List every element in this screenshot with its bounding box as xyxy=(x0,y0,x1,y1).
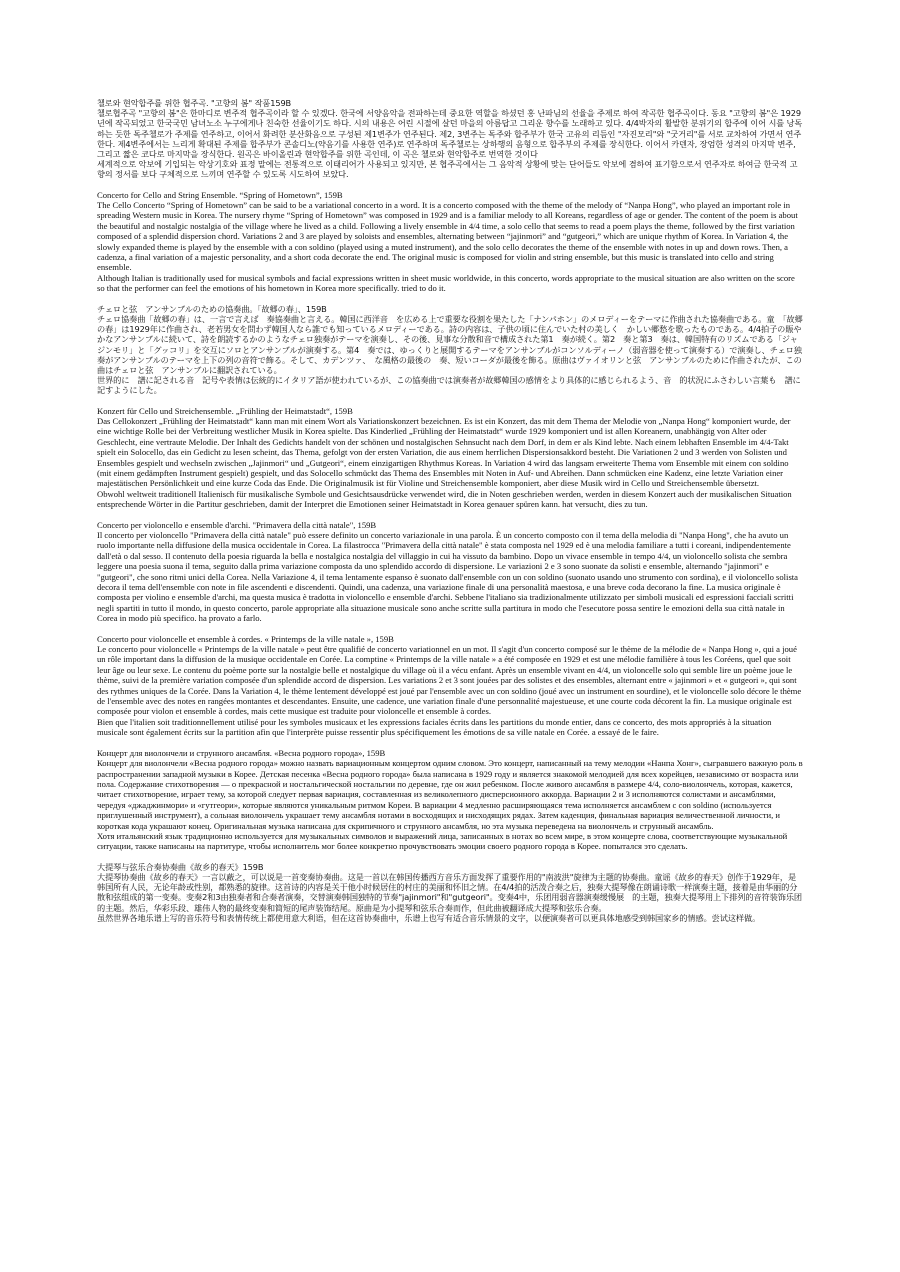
section-paragraph: チェロ協奏曲「故郷の春」は、一言で言えば 奏協奏曲と言える。韓国に西洋音 を広める上で重要な役割を果たした「ナンパホン」のメロディーをテーマに作曲された協奏曲である。童 「故郷の春」は1929年に作曲され、老若男女を問わず韓国人なら誰でも知っているメロディーである。詩の内容は、子供の頃に住んでいた村の美しく かしい郷愁を歌ったものである。4/4拍子の賑やかなアンサンブルに続いて、詩を朗読するかのようなチェロ独奏がテーマを演奏し、その後、見事な分散和音で構成された第1 奏が続く。第2 奏と第3 奏は、韓国特有のリズムである「ジャジンモリ」と「グッコリ」を交互にソロとアンサンブルが演奏する。第4 奏では、ゆっくりと展開するテーマをアンサンブルがコンソルディーノ（弱音器を使って演奏する）で演奏し、チェロ独奏がアンサンブルのテーマを上下の列の音符で飾る。そして、カデンツァ、 な風格の最後の 奏、短いコーダが最後を飾る。原曲はヴァイオリンと弦 アンサンブルのために作曲されたが、この曲はチェロと弦 アンサンブルに翻訳されている。 xyxy=(97,313,803,375)
section-paragraph: Хотя итальянский язык традиционно используется для музыкальных символов и выражений лица, записанных в нотах во всем мире, в этом концерте слова, соответствующие музыкальной ситуации, также написаны на партитуре, чтобы исполнитель мог более конкретно прочувствовать эмоции своего родного города в Корее. попытался это сделать. xyxy=(97,830,788,852)
section-korean xyxy=(97,98,804,180)
section-paragraph: Le concerto pour violoncelle « Printemps de la ville natale » peut être qualifié de concerto variationnel en un mot. Il s'agit d'un concerto composé sur le thème de la mélodie de « Nanpa Hong », qui a joué un rôle important dans la diffusion de la musique occidentale en Corée. La comptine « Printemps de la ville natale » a été composée en 1929 et est une mélodie familière à tous les Coréens, quel que soit leur âge ou leur sexe. Le contenu du poème porte sur la nostalgie belle et nostalgique du village où il a vécu enfant. Après un ensemble vivant en 4/4, un violoncelle solo qui semble lire un poème joue le thème, suivi de la première variation composée d'un splendide accord de dispersion. Les variations 2 et 3 sont jouées par des solistes et des ensembles, alternant entre « jajinmori » et « gutgeori », qui sont des rythmes uniques de la Corée. Dans la Variation 4, le thème lentement développé est joué par l'ensemble avec un con soldino (joué avec un instrument en sourdine), et le violoncelle solo décore le thème de l'ensemble avec des notes en rangées montantes et descendantes. Ensuite, une cadence, une variation finale d'une personnalité majestueuse, et une courte coda décorent la fin. La musique originale est composée pour violon et ensemble à cordes, mais cette musique est traduite pour violoncelle et ensemble à cordes. xyxy=(97,644,802,717)
section-title: 大提琴与弦乐合奏协奏曲《故乡的春天》159B xyxy=(97,861,264,872)
section-paragraph: 虽然世界各地乐谱上写的音乐符号和表情传统上都使用意大利语，但在这首协奏曲中，乐谱上也写有适合音乐情景的文字，以便演奏者可以更具体地感受到韩国家乡的情感。尝试这样做。 xyxy=(97,912,761,923)
section-italian xyxy=(97,520,804,624)
section-paragraph: Il concerto per violoncello "Primavera della città natale" può essere definito un concerto variazionale in una parola. È un concerto composto con il tema della melodia di "Nanpa Hong", che ha avuto un ruolo importante nella diffusione della musica occidentale in Corea. La filastrocca "Primavera della città natale" è stata composta nel 1929 ed è una melodia familiare a tutti i coreani, indipendentemente dall'età o dal sesso. Il contenuto della poesia riguarda la bella e nostalgica nostalgia del villaggio in cui ha vissuto da bambino. Dopo un vivace ensemble in tempo 4/4, un violoncello solista che sembra leggere una poesia suona il tema, seguito dalla prima variazione composta da uno splendido accordo di dispersione. Le variazioni 2 e 3 sono suonate da solisti e ensemble, alternando "jajinmori" e "gutgeori", che sono ritmi unici della Corea. Nella Variazione 4, il tema lentamente espanso è suonato dall'ensemble con un con soldino (suonato usando uno strumento con sordina), e il violoncello solista decora il tema dell'ensemble con note in file ascendenti e discendenti. Quindi, una cadenza, una variazione finale di una personalità maestosa, e una breve coda decorano la fine. La musica originale è composta per violino e ensemble d'archi, ma questa musica è tradotta in violoncello e ensemble d'archi. Sebbene l'italiano sia tradizionalmente utilizzato per simboli musicali ed espressioni facciali scritti negli spartiti in tutto il mondo, in questo concerto, parole appropriate alla situazione musicale sono anche scritte sulla partitura in modo che l'esecutore possa sentire le emozioni della sua città natale in Corea in modo più specifico. ha provato a farlo. xyxy=(97,529,798,624)
section-title: Konzert für Cello und Streichensemble. „Frühling der Heimatstadt“, 159B xyxy=(97,405,353,416)
section-title: チェロと弦 アンサンブルのための協奏曲。「故郷の春」、159B xyxy=(97,303,327,314)
section-german xyxy=(97,406,804,510)
section-paragraph: 세계적으로 악보에 기입되는 악상기호와 표정 말에는 전통적으로 이태리어가 사용되고 있지만, 본 협주곡에서는 그 음악적 상황에 맞는 단어들도 악보에 겸하여 표기함으로서 연주자로 하여금 한국적 고향의 정서를 보다 구체적으로 느끼며 연주할 수 있도록 시도하여 보았다. xyxy=(97,159,798,180)
section-paragraph: Das Cellokonzert „Frühling der Heimatstadt“ kann man mit einem Wort als Variationskonzert bezeichnen. Es ist ein Konzert, das mit dem Thema der Melodie von „Nanpa Hong“ komponiert wurde, der eine wichtige Rolle bei der Verbreitung westlicher Musik in Korea spielte. Das Kinderlied „Frühling der Heimatstadt“ wurde 1929 komponiert und ist allen Koreanern, unabhängig von Alter oder Geschlecht, eine vertraute Melodie. Der Inhalt des Gedichts handelt von der schönen und nostalgischen Sehnsucht nach dem Dorf, in dem er als Kind lebte. Nach einem lebhaften Ensemble im 4/4-Takt spielt ein Solocello, das ein Gedicht zu lesen scheint, das Thema, gefolgt von der ersten Variation, die aus einem herrlichen Dispersionsakkord besteht. Die Variationen 2 und 3 werden von Solisten und Ensembles gespielt und wechseln zwischen „Jajinmori“ und „Gutgeori“, einem einzigartigen Rhythmus Koreas. In Variation 4 wird das langsam erweiterte Thema vom Ensemble mit einem con soldino (mit einem gedämpften Instrument gespielt) gespielt, und das Solocello schmückt das Thema des Ensembles mit Noten in Auf- und Abreihen. Dann schmücken eine Kadenz, eine letzte Variation einer majestätischen Persönlichkeit und eine kurze Coda das Ende. Die Originalmusik ist für Violine und Streichensemble komponiert, aber diese Musik wird in Cello und Streichensemble übersetzt. xyxy=(97,415,791,489)
section-paragraph: 世界的に 譜に記される音 記号や表情は伝統的にイタリア語が使われているが、この協奏曲では演奏者が故郷韓国の感情をより具体的に感じられるよう、音 的状況にふさわしい言葉も 譜に記すようにした。 xyxy=(97,375,801,396)
section-chinese xyxy=(97,862,804,923)
section-title: Concerto for Cello and String Ensemble. “Spring of Hometown”, 159B xyxy=(97,189,343,200)
section-paragraph: 첼로협주곡 "고향의 봄"은 한마디로 변주적 협주곡이라 할 수 있겠다. 한국에 서양음악을 전파하는데 중요한 역할을 하셨던 홍 난파님의 선율을 주제로 하여 작곡한 협주곡이다. 동요 "고향의 봄"은 1929년에 작곡되었고 한국국민 남녀노소 누구에게나 친숙한 선율이기도 하다. 시의 내용은 어린 시절에 살던 마을의 아름답고 그리운 향수를 노래하고 있다. 4/4박자의 활발한 분위기의 합주에 이어 시를 낭독하는 듯한 독주첼로가 주제를 연주하고, 이어서 화려한 분산화음으로 구성된 제1변주가 연주된다. 제2, 3변주는 독주와 합주부가 한국 고유의 리듬인 "자진모리"와 "굿거리"를 서로 교차하여 가면서 연주한다. 제4변주에서는 느리게 확대된 주제를 합주부가 콘솔디노(약음기를 사용한 연주)로 연주하며 독주첼로는 상하행의 음형으로 합주부의 주제를 장식한다. 이어서 카덴자, 장엄한 성격의 마지막 변주, 그리고 짧은 코다로 마지막을 장식한다. 원곡은 바이올린과 현악합주를 위한 곡인데, 이 곡은 첼로와 현악합주로 번역한 것이다 xyxy=(97,108,803,160)
section-paragraph: Although Italian is traditionally used for musical symbols and facial expressions written in sheet music worldwide, in this concerto, words appropriate to the musical situation are also written on the score so that the performer can feel the emotions of his hometown in Korea more specifically. tried to do it. xyxy=(97,272,795,294)
section-paragraph: Концерт для виолончели «Весна родного города» можно назвать вариационным концертом одним словом. Это концерт, написанный на тему мелодии «Нанпа Хонг», сыгравшего важную роль в распространении западной музыки в Корее. Детская песенка «Весна родного города» была написана в 1929 году и является знакомой мелодией для всех корейцев, независимо от возраста или пола. Содержание стихотворения — о прекрасной и ностальгической ностальгии по деревне, где он жил ребенком. После живого ансамбля в размере 4/4, соло-виолончель, которая, кажется, читает стихотворение, играет тему, за которой следует первая вариация, составленная из великолепного дисперсионного аккорда. Вариации 2 и 3 исполняются солистами и ансамблями, чередуя «джаджинмори» и «гутгеори», которые являются уникальным ритмом Кореи. В вариации 4 медленно расширяющаяся тема исполняется ансамблем с con soldino (используется приглушенный инструмент), а сольная виолончель украшает тему ансамбля нотами в восходящих и нисходящих рядах. Затем каденция, финальная вариация величественной личности, и короткая кода украшают конец. Оригинальная музыка написана для скрипичного и струнного ансамбля, но эта музыка переведена на виолончель и струнный ансамбль. xyxy=(97,758,803,831)
section-russian xyxy=(97,748,804,852)
section-paragraph: 大提琴协奏曲《故乡的春天》一言以蔽之，可以说是一首变奏协奏曲。这是一首以在韩国传播西方音乐方面发挥了重要作用的"南波洪"旋律为主题的协奏曲。童谣《故乡的春天》创作于1929年，是韩国所有人民，无论年龄或性别，都熟悉的旋律。这首诗的内容是关于他小时候居住的村庄的美丽和怀旧之情。在4/4拍的活泼合奏之后，独奏大提琴像在朗诵诗歌一样演奏主题，接着是由华丽的分散和弦组成的第一变奏。变奏2和3由独奏者和合奏者演奏，交替演奏韩国独特的节奏"jajinmori"和"gutgeori"。变奏4中，乐团用弱音器演奏缓慢展 的主题，独奏大提琴用上下排列的音符装饰乐团的主题。然后，华彩乐段、雄伟人物的最终变奏和简短的尾声装饰结尾。原曲是为小提琴和弦乐合奏而作，但此曲被翻译成大提琴和弦乐合奏。 xyxy=(97,871,802,913)
section-french xyxy=(97,634,804,738)
section-paragraph: The Cello Concerto “Spring of Hometown” can be said to be a variational concerto in a word. It is a concerto composed with the theme of the melody of “Nanpa Hong”, who played an important role in spreading Western music in Korea. The nursery rhyme “Spring of Hometown” was composed in 1929 and is a familiar melody to all Koreans, regardless of age or gender. The content of the poem is about the beautiful and nostalgic nostalgia of the village where he lived as a child. Following a lively ensemble in 4/4 time, a solo cello that seems to read a poem plays the theme, followed by the first variation composed of a splendid dispersion chord. Variations 2 and 3 are played by soloists and ensembles, alternating between “jajinmori” and “gutgeori,” which are unique rhythm of Korea. In Variation 4, the slowly expanded theme is played by the ensemble with a con soldino (played using a muted instrument), and the solo cello decorates the theme of the ensemble with notes in up and down rows. Then, a cadenza, a final variation of a majestic personality, and a short coda decorate the end. The original music is composed for violin and string ensemble, but this music is translated into cello and string ensemble. xyxy=(97,200,798,273)
section-title: Concerto pour violoncelle et ensemble à cordes. « Printemps de la ville natale », 159B xyxy=(97,633,394,644)
section-english xyxy=(97,190,804,294)
section-title: Концерт для виолончели и струнного ансамбля. «Весна родного города», 159B xyxy=(97,747,386,758)
section-paragraph: Obwohl weltweit traditionell Italienisch für musikalische Symbole und Gesichtsausdrücke verwendet wird, die in Noten geschrieben werden, werden in diesem Konzert auch der musikalischen Situation entsprechende Wörter in die Partitur geschrieben, damit der Interpret die Emotionen seiner Heimatstadt in Korea genauer spüren kann. hat versucht, dies zu tun. xyxy=(97,488,792,510)
section-title: Concerto per violoncello e ensemble d'archi. "Primavera della città natale", 159B xyxy=(97,519,377,530)
section-japanese xyxy=(97,304,804,396)
section-title: 첼로와 현악합주를 위한 협주곡. "고향의 봄" 작품159B xyxy=(97,98,292,108)
section-paragraph: Bien que l'italien soit traditionnellement utilisé pour les symboles musicaux et les expressions faciales écrits dans les partitions du monde entier, dans ce concerto, des mots appropriés à la situation musicale sont également écrits sur la partition afin que l'interprète puisse ressentir plus spécifiquement les émotions de sa ville natale en Corée. a essayé de le faire. xyxy=(97,716,772,738)
